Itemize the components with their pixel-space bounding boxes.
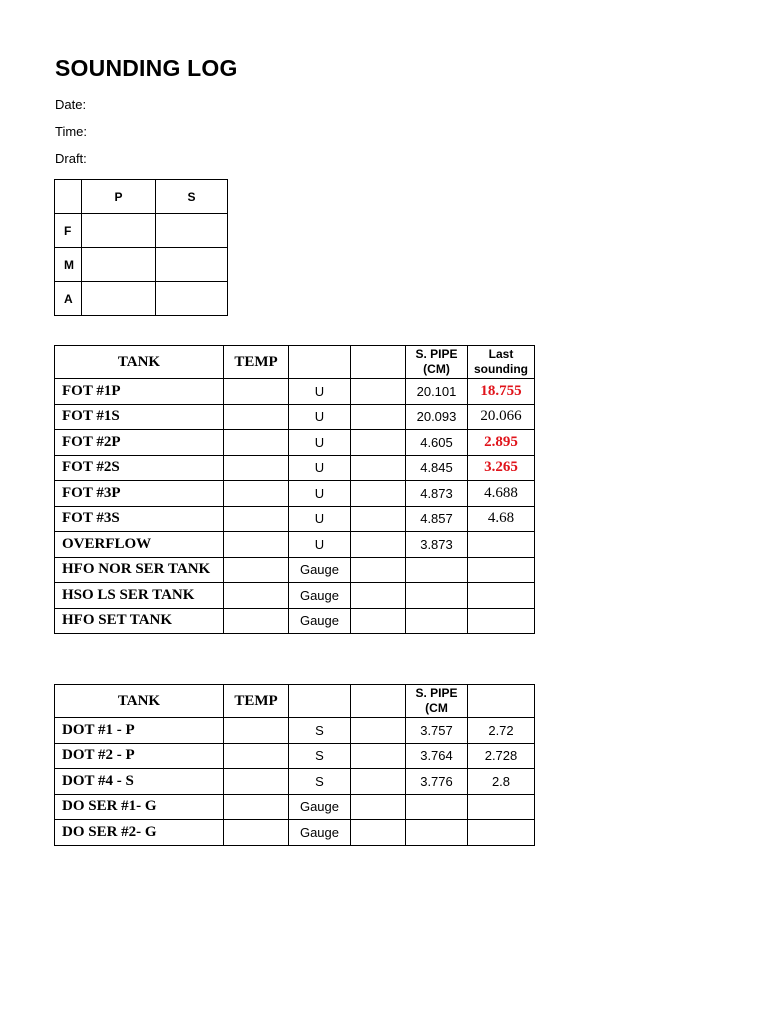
table-row [55, 506, 535, 532]
page-title: SOUNDING LOG [55, 55, 238, 81]
draft-grid [54, 179, 228, 316]
last-sounding-cell: 4.688 [468, 481, 535, 507]
sounding-type-cell: U [289, 430, 351, 456]
table-row [55, 532, 535, 558]
temp-cell[interactable] [224, 506, 289, 532]
tank-name-cell: FOT #2S [55, 455, 224, 481]
sounding-type-cell: Gauge [289, 608, 351, 634]
spipe-value-cell: 4.605 [406, 430, 468, 456]
temp-cell[interactable] [224, 481, 289, 507]
blank-cell[interactable] [351, 794, 406, 820]
blank-cell[interactable] [351, 404, 406, 430]
spipe-value-cell: 20.093 [406, 404, 468, 430]
fuel-oil-table [54, 345, 535, 634]
spipe-value-cell: 3.873 [406, 532, 468, 558]
last-sounding-cell: 2.728 [468, 743, 535, 769]
draft-label: Draft: [55, 151, 87, 166]
blank-cell[interactable] [351, 743, 406, 769]
sounding-type-cell: S [289, 718, 351, 744]
last-sounding-cell: 4.68 [468, 506, 535, 532]
tank-name-cell: FOT #1S [55, 404, 224, 430]
draft-row-a: A [55, 282, 82, 316]
last-sounding-cell [468, 532, 535, 558]
sounding-type-cell: U [289, 404, 351, 430]
header-type [289, 346, 351, 379]
last-sounding-cell [468, 608, 535, 634]
last-sounding-cell [468, 583, 535, 609]
blank-cell[interactable] [351, 379, 406, 405]
tank-name-cell: DOT #2 - P [55, 743, 224, 769]
time-label: Time: [55, 124, 88, 139]
temp-cell[interactable] [224, 404, 289, 430]
temp-cell[interactable] [224, 820, 289, 846]
draft-col-p: P [82, 180, 156, 214]
header-spipe: S. PIPE (CM) [406, 346, 468, 379]
temp-cell[interactable] [224, 718, 289, 744]
temp-cell[interactable] [224, 532, 289, 558]
spipe-value-cell: 4.857 [406, 506, 468, 532]
spipe-value-cell: 3.757 [406, 718, 468, 744]
table-row [55, 718, 535, 744]
sounding-type-cell: Gauge [289, 557, 351, 583]
last-sounding-cell: 2.895 [468, 430, 535, 456]
draft-cell[interactable] [156, 214, 228, 248]
last-sounding-cell: 2.8 [468, 769, 535, 795]
tank-name-cell: HFO SET TANK [55, 608, 224, 634]
blank-cell[interactable] [351, 557, 406, 583]
draft-row-f: F [55, 214, 82, 248]
draft-cell[interactable] [156, 282, 228, 316]
sounding-type-cell: U [289, 532, 351, 558]
temp-cell[interactable] [224, 608, 289, 634]
draft-cell[interactable] [82, 214, 156, 248]
spipe-value-cell [406, 557, 468, 583]
blank-cell[interactable] [351, 608, 406, 634]
table-row [55, 769, 535, 795]
spipe-value-cell [406, 583, 468, 609]
tank-name-cell: HSO LS SER TANK [55, 583, 224, 609]
last-sounding-cell [468, 557, 535, 583]
temp-cell[interactable] [224, 583, 289, 609]
tank-name-cell: OVERFLOW [55, 532, 224, 558]
sounding-type-cell: U [289, 481, 351, 507]
last-sounding-cell: 20.066 [468, 404, 535, 430]
date-label: Date: [55, 97, 87, 112]
tank-name-cell: HFO NOR SER TANK [55, 557, 224, 583]
blank-cell[interactable] [351, 506, 406, 532]
header-tank: TANK [55, 346, 224, 379]
temp-cell[interactable] [224, 379, 289, 405]
blank-cell[interactable] [351, 481, 406, 507]
table-header-row [55, 685, 535, 718]
sounding-type-cell: Gauge [289, 820, 351, 846]
header-type [289, 685, 351, 718]
table-row [55, 557, 535, 583]
temp-cell[interactable] [224, 557, 289, 583]
blank-cell[interactable] [351, 583, 406, 609]
sounding-type-cell: S [289, 743, 351, 769]
table-row [55, 430, 535, 456]
temp-cell[interactable] [224, 743, 289, 769]
spipe-value-cell: 3.764 [406, 743, 468, 769]
temp-cell[interactable] [224, 455, 289, 481]
last-sounding-cell: 18.755 [468, 379, 535, 405]
last-sounding-cell: 2.72 [468, 718, 535, 744]
blank-cell[interactable] [351, 532, 406, 558]
header-last [468, 685, 535, 718]
tank-name-cell: FOT #2P [55, 430, 224, 456]
tank-name-cell: DO SER #1- G [55, 794, 224, 820]
sounding-type-cell: Gauge [289, 794, 351, 820]
table-row [55, 481, 535, 507]
header-tank: TANK [55, 685, 224, 718]
header-temp: TEMP [224, 346, 289, 379]
table-row [55, 608, 535, 634]
tank-name-cell: DOT #4 - S [55, 769, 224, 795]
draft-cell[interactable] [156, 248, 228, 282]
blank-cell[interactable] [351, 718, 406, 744]
draft-corner-cell [55, 180, 82, 214]
draft-row-m: M [55, 248, 82, 282]
spipe-value-cell: 20.101 [406, 379, 468, 405]
sounding-type-cell: Gauge [289, 583, 351, 609]
tank-name-cell: DO SER #2- G [55, 820, 224, 846]
sounding-type-cell: U [289, 379, 351, 405]
temp-cell[interactable] [224, 769, 289, 795]
sounding-type-cell: U [289, 455, 351, 481]
sounding-type-cell: U [289, 506, 351, 532]
table-row [55, 583, 535, 609]
draft-cell[interactable] [82, 248, 156, 282]
spipe-value-cell: 4.873 [406, 481, 468, 507]
last-sounding-cell: 3.265 [468, 455, 535, 481]
spipe-value-cell: 3.776 [406, 769, 468, 795]
spipe-value-cell [406, 820, 468, 846]
spipe-value-cell [406, 608, 468, 634]
temp-cell[interactable] [224, 430, 289, 456]
header-last: Last sounding [468, 346, 535, 379]
temp-cell[interactable] [224, 794, 289, 820]
header-temp: TEMP [224, 685, 289, 718]
table-row [55, 379, 535, 405]
diesel-oil-table [54, 684, 535, 846]
table-row [55, 820, 535, 846]
table-row [55, 455, 535, 481]
spipe-value-cell: 4.845 [406, 455, 468, 481]
table-row [55, 794, 535, 820]
blank-cell[interactable] [351, 820, 406, 846]
table-row [55, 404, 535, 430]
last-sounding-cell [468, 794, 535, 820]
sounding-type-cell: S [289, 769, 351, 795]
blank-cell[interactable] [351, 430, 406, 456]
blank-cell[interactable] [351, 769, 406, 795]
blank-cell[interactable] [351, 455, 406, 481]
draft-col-s: S [156, 180, 228, 214]
spipe-value-cell [406, 794, 468, 820]
header-blank [351, 346, 406, 379]
tank-name-cell: DOT #1 - P [55, 718, 224, 744]
tank-name-cell: FOT #3S [55, 506, 224, 532]
header-spipe: S. PIPE (CM [406, 685, 468, 718]
header-blank [351, 685, 406, 718]
tank-name-cell: FOT #1P [55, 379, 224, 405]
table-header-row [55, 346, 535, 379]
table-row [55, 743, 535, 769]
last-sounding-cell [468, 820, 535, 846]
tank-name-cell: FOT #3P [55, 481, 224, 507]
draft-cell[interactable] [82, 282, 156, 316]
